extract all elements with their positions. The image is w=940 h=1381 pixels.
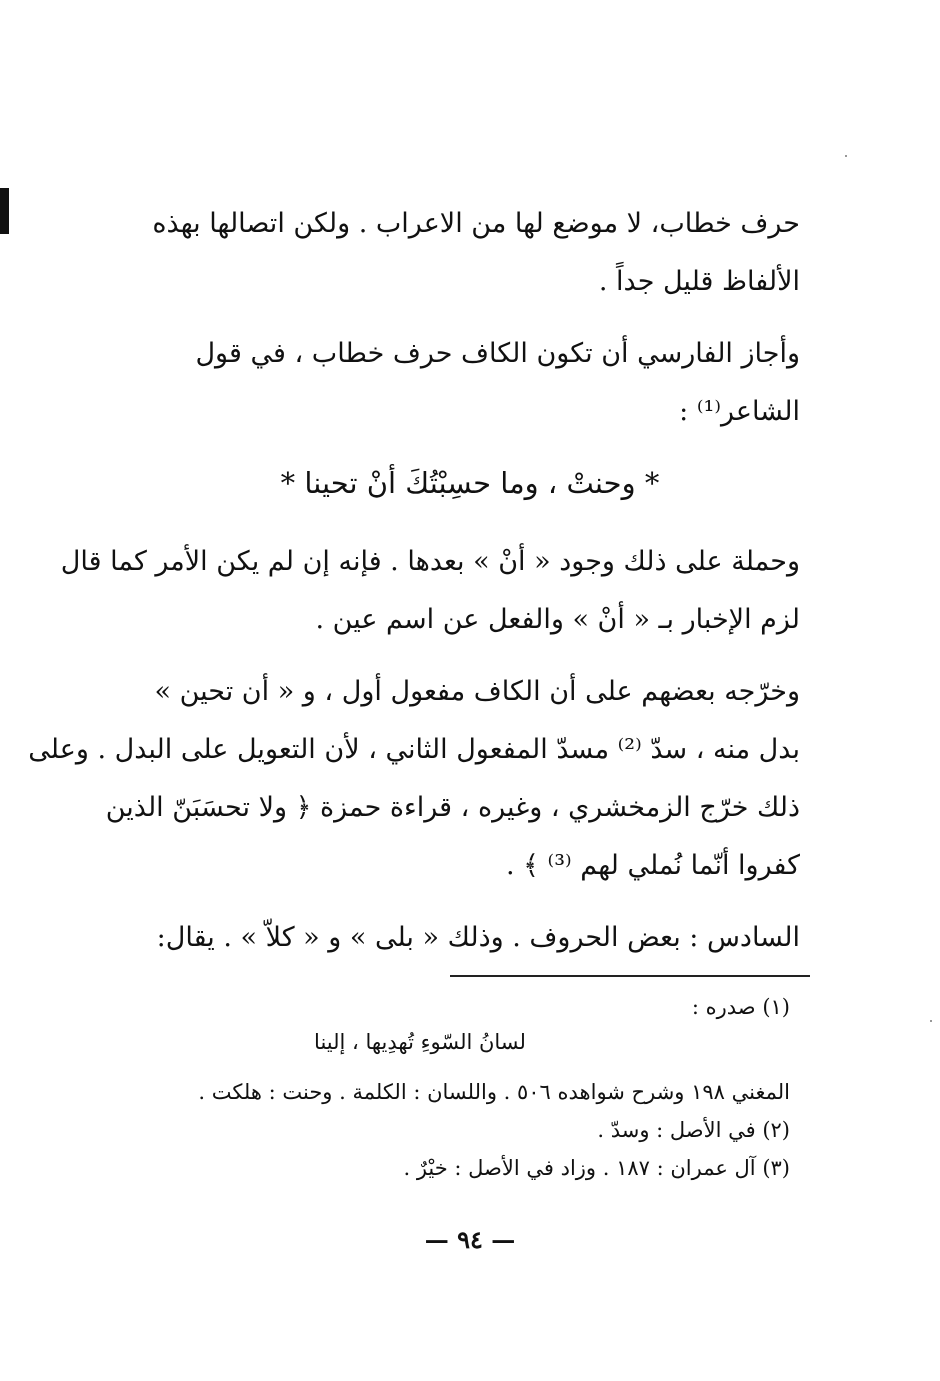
poem-verse: * وحنتْ ، وما حسِبْتُكَ أنْ تحينا *	[280, 466, 660, 500]
text-line: وحملة على ذلك وجود « أنْ » بعدها . فإنه إن لم يكن الأمر كما قال	[60, 546, 800, 577]
text-line: الشاعر⁽¹⁾ :	[679, 396, 800, 427]
text-line: كفروا أنّما نُملي لهم ⁽³⁾ ﴾ .	[505, 850, 800, 881]
main-text	[28, 195, 800, 967]
text-line: السادس : بعض الحروف . وذلك « بلى » و « كلاّ » . يقال:	[156, 922, 800, 953]
footnote-divider	[450, 975, 810, 977]
footnote-1-verse: لسانُ السّوءِ تُهدِيها ، إلينا	[314, 1030, 526, 1054]
footnote-1-reference: المغني ١٩٨ وشرح شواهده ٥٠٦ . واللسان : الكلمة . وحنت : هلكت .	[198, 1080, 790, 1104]
page-number: — ٩٤ —	[424, 1225, 516, 1254]
scan-speck	[930, 1020, 932, 1022]
text-line: الألفاظ قليل جداً .	[598, 266, 800, 297]
footnote-1-label: (١) صدره :	[691, 995, 790, 1019]
scan-edge-mark	[0, 188, 9, 234]
text-line: حرف خطاب، لا موضع لها من الاعراب . ولكن اتصالها بهذه	[152, 208, 800, 239]
footnote-3: (٣) آل عمران : ١٨٧ . وزاد في الأصل : خيْرٌ .	[403, 1156, 790, 1180]
text-line: وأجاز الفارسي أن تكون الكاف حرف خطاب ، في قول	[195, 338, 800, 369]
footnote-2: (٢) في الأصل : وسدّ .	[597, 1118, 790, 1142]
text-line: ذلك خرّج الزمخشري ، وغيره ، قراءة حمزة ﴿ ولا تحسَبَنّ الذين	[105, 792, 800, 823]
text-line: بدل منه ، سدّ ⁽²⁾ مسدّ المفعول الثاني ، لأن التعويل على البدل . وعلى	[28, 734, 800, 765]
text-line: لزم الإخبار بـ « أنْ » والفعل عن اسم عين .	[315, 604, 800, 635]
scan-speck	[845, 155, 847, 157]
text-line: وخرّجه بعضهم على أن الكاف مفعول أول ، و « أن تحين »	[154, 676, 800, 707]
